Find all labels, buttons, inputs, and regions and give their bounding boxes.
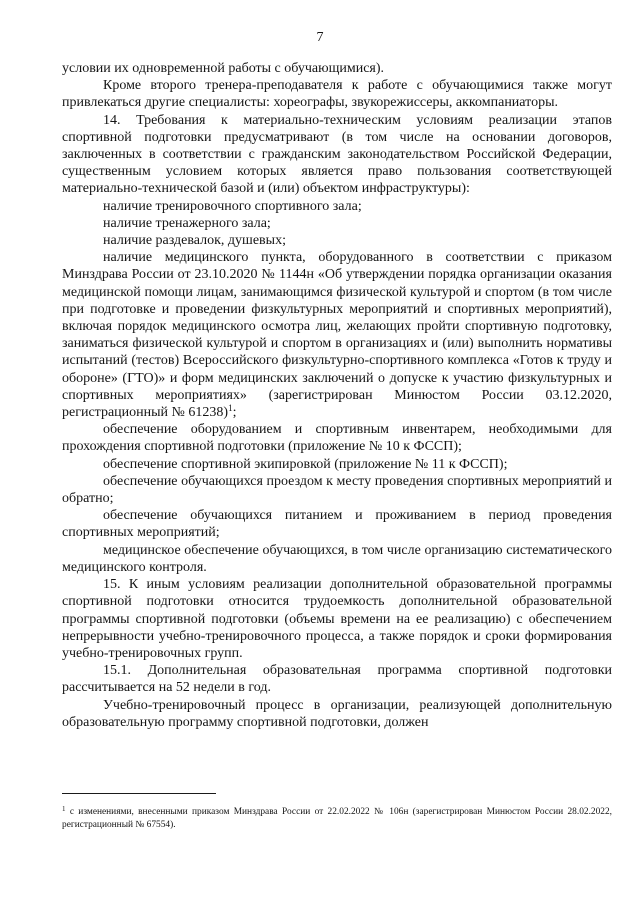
footnote-divider — [62, 793, 216, 794]
list-item: медицинское обеспечение обучающихся, в том числе организацию систематического медицинского контроля. — [62, 542, 612, 575]
paragraph-specialists: Кроме второго тренера-преподавателя к работе с обучающимися также могут привлекаться другие специалисты: хореографы, звукорежиссеры, аккомпаниаторы. — [62, 78, 612, 111]
medical-point-tail: ; — [232, 405, 237, 421]
list-item: обеспечение спортивной экипировкой (приложение № 11 к ФССП); — [103, 456, 508, 472]
footnote — [62, 806, 612, 832]
paragraph-item-15: 15. К иным условиям реализации дополнительной образовательной программы спортивной подготовки относится трудоемкость дополнительной образовательной программы спортивной подготовки (объемы времени на ее реализацию) с обеспечением непрерывности учебно-тренировочного процесса, а также порядок и сроки формирования учебно-тренировочных групп. — [62, 577, 612, 661]
list-item: обеспечение оборудованием и спортивным инвентарем, необходимыми для прохождения спортивной подготовки (приложение № 10 к ФССП); — [62, 422, 612, 455]
footnote-reference[interactable]: 1 — [228, 403, 233, 414]
list-item: наличие тренажерного зала; — [103, 215, 271, 231]
footnote-text: с изменениями, внесенными приказом Минздрава России от 22.02.2022 № 106н (зарегистрирован Минюстом России 28.02.2022, регистрационный № 67554). — [62, 807, 613, 830]
paragraph-item-14: 14. Требования к материально-техническим условиям реализации этапов спортивной подготовки предусматривают (в том числе на основании договоров, заключенных в соответствии с гражданским законодательством Российской Федерации, существенным условием которых является право пользования соответствующей материально-технической базой и (или) объектом инфраструктуры): — [62, 112, 612, 197]
paragraph-training-process: Учебно-тренировочный процесс в организации, реализующей дополнительную образовательную программу спортивной подготовки, должен — [62, 697, 612, 730]
footnote-mark: 1 — [62, 805, 66, 813]
paragraph-continuation: условии их одновременной работы с обучающимися). — [62, 61, 385, 76]
list-item: обеспечение обучающихся питанием и проживанием в период проведения спортивных мероприятий; — [62, 508, 612, 541]
body-text — [62, 60, 612, 731]
list-item-medical-point — [62, 249, 612, 421]
medical-point-text: наличие медицинского пункта, оборудованного в соответствии с приказом Минздрава России от 23.10.2020 № 1144н «Об утверждении порядка организации оказания медицинской помощи лицам, занимающимся физической культурой и спортом (в том числе при подготовке и проведении физкультурных мероприятий и спортивных мероприятий), включая порядок медицинского осмотра лиц, желающих пройти спортивную подготовку, заниматься физической культурой и спортом в организациях и (или) выполнить нормативы испытаний (тестов) Всероссийского физкультурно-спортивного комплекса «Готов к труду и обороне» (ГТО)» и форм медицинских заключений о допуске к участию физкультурных и спортивных мероприятиях» (зарегистрирован Минюстом России 03.12.2020, регистрационный № 61238) — [62, 250, 612, 421]
list-item: наличие раздевалок, душевых; — [103, 233, 286, 249]
page-number: 7 — [316, 30, 324, 45]
list-item: наличие тренировочного спортивного зала; — [103, 198, 362, 214]
paragraph-item-15-1: 15.1. Дополнительная образовательная программа спортивной подготовки рассчитывается на 52 недели в год. — [62, 663, 612, 696]
list-item: обеспечение обучающихся проездом к месту проведения спортивных мероприятий и обратно; — [62, 473, 612, 507]
